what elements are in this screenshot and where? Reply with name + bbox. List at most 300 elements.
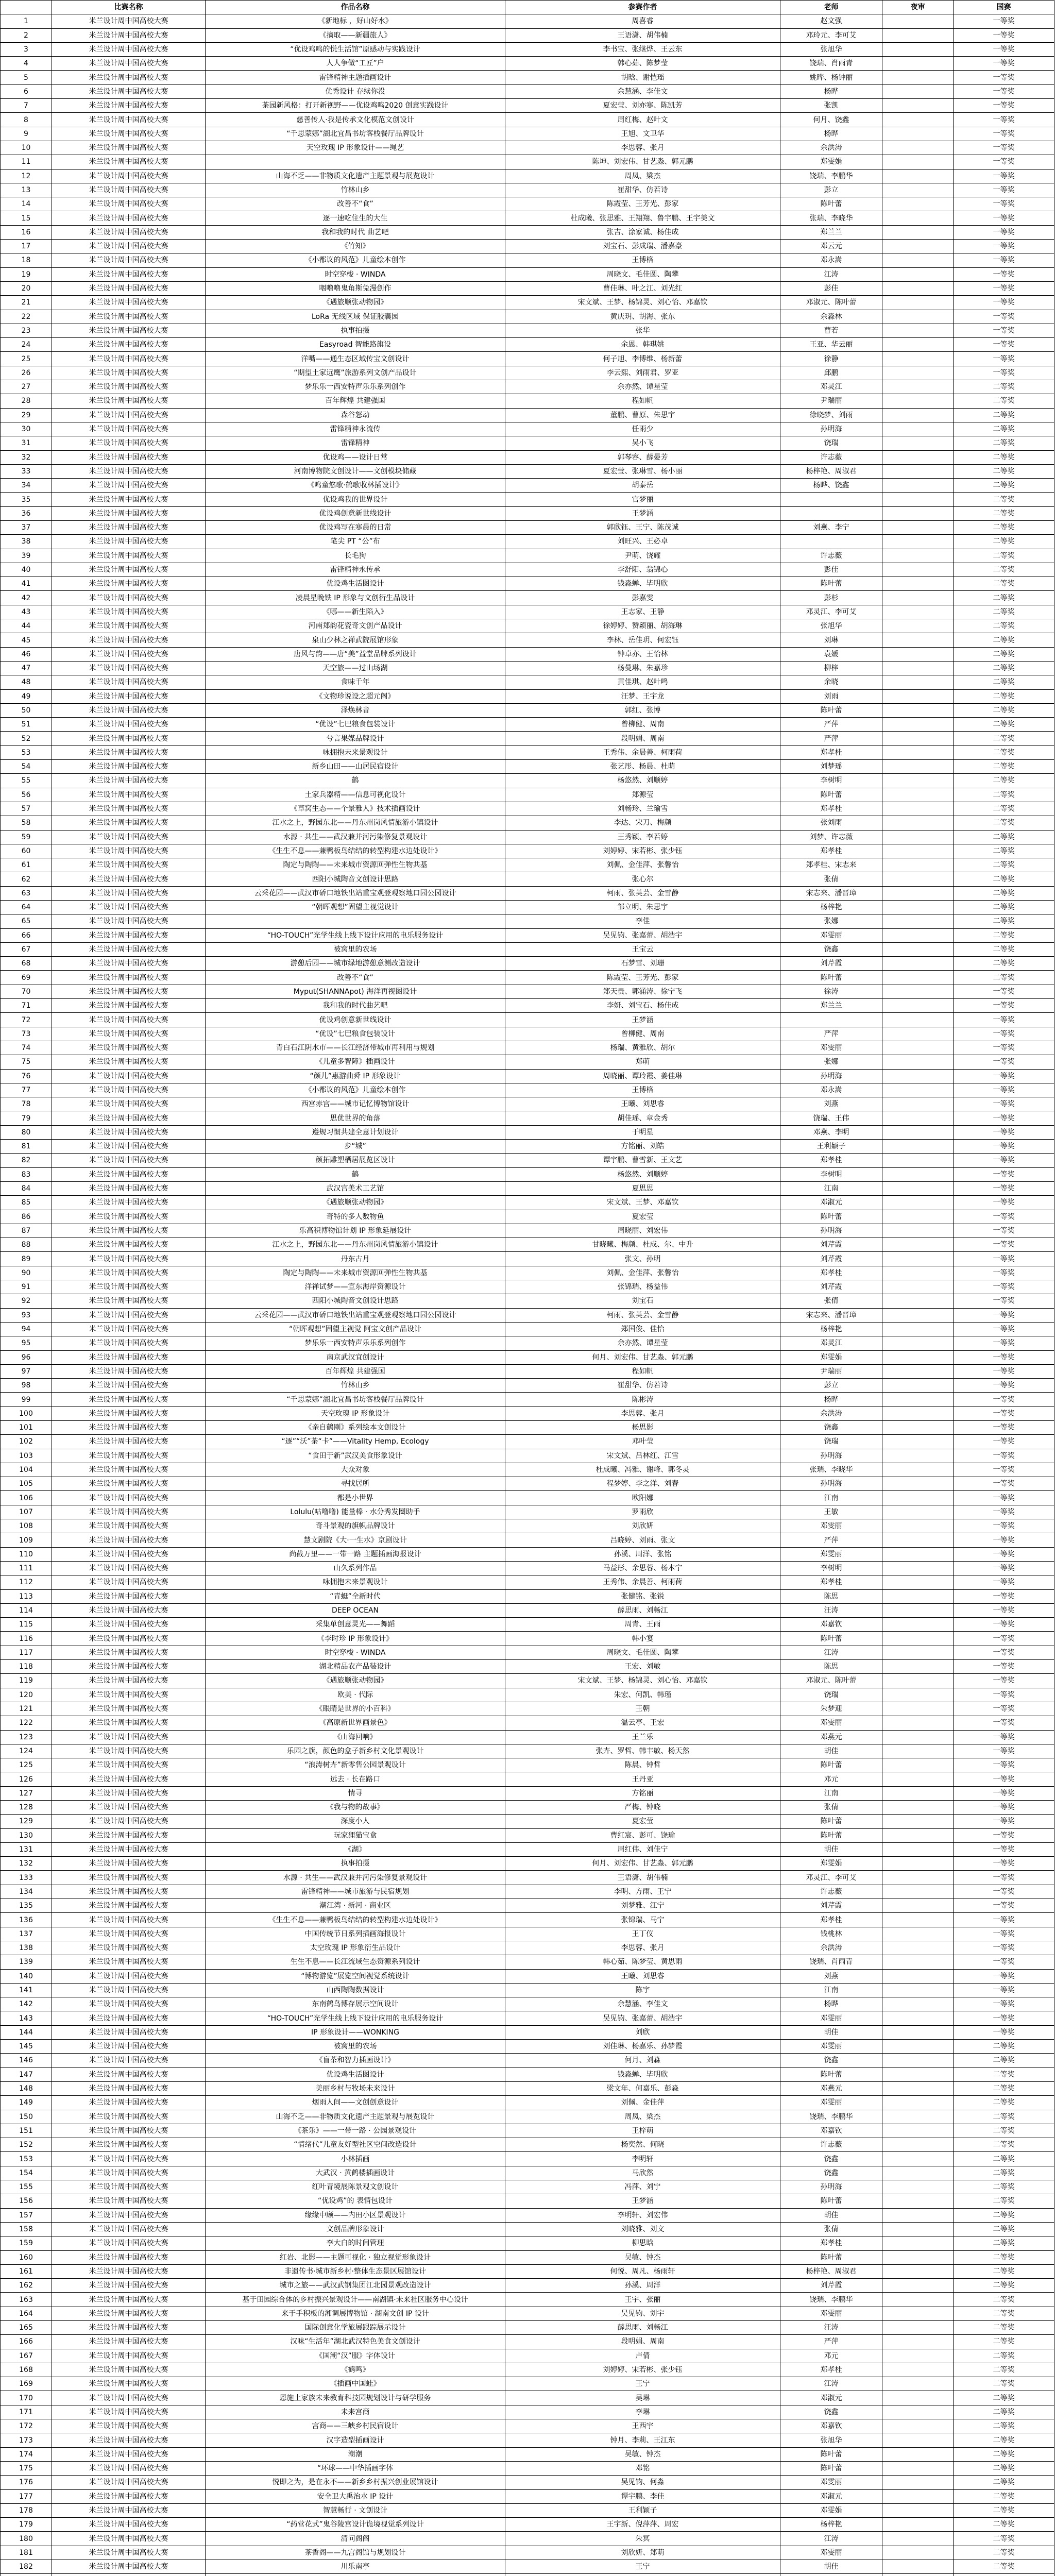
cell-competition: 米兰设计周中国高校大赛 — [52, 2110, 206, 2124]
cell-review — [882, 802, 954, 816]
cell-index: 166 — [1, 2335, 52, 2349]
cell-national: 二等奖 — [954, 914, 1054, 928]
cell-review — [882, 28, 954, 42]
cell-review — [882, 296, 954, 310]
cell-authors: 刘婷婷、宋若彬、张少钰 — [505, 844, 780, 858]
cell-authors: 马益彤、余思蓉、杨本宁 — [505, 1561, 780, 1575]
cell-competition: 米兰设计周中国高校大赛 — [52, 2349, 206, 2363]
cell-index: 135 — [1, 1899, 52, 1913]
cell-work: 我和我的时代 曲艺吧 — [206, 225, 505, 239]
cell-work: 江水之上，野园东北——丹东州岗风情旅游小镇设计 — [206, 816, 505, 830]
cell-competition: 米兰设计周中国高校大赛 — [52, 338, 206, 352]
table-row — [1, 1519, 1054, 1533]
cell-review — [882, 1646, 954, 1659]
cell-national: 二等奖 — [954, 2222, 1054, 2236]
cell-review — [882, 169, 954, 183]
cell-index: 40 — [1, 563, 52, 577]
cell-index: 19 — [1, 267, 52, 281]
table-row — [1, 394, 1054, 408]
cell-index: 89 — [1, 1252, 52, 1266]
cell-national: 二等奖 — [954, 591, 1054, 605]
cell-teacher: 郑孝桂 — [780, 1913, 882, 1927]
cell-work: 都是小世界 — [206, 1491, 505, 1505]
cell-index: 154 — [1, 2166, 52, 2180]
cell-competition: 米兰设计周中国高校大赛 — [52, 1266, 206, 1280]
cell-authors: 段明娟、周南 — [505, 2335, 780, 2349]
cell-index: 37 — [1, 520, 52, 534]
cell-national: 一等奖 — [954, 1097, 1054, 1111]
cell-authors: 夏宏莹、张琳雪、杨小丽 — [505, 464, 780, 478]
cell-competition: 米兰设计周中国高校大赛 — [52, 1224, 206, 1238]
cell-work: “千思蒙娜”湖北宜昌书坊客栈餐厅品牌设计 — [206, 127, 505, 141]
cell-national: 二等奖 — [954, 2391, 1054, 2405]
cell-national: 一等奖 — [954, 1181, 1054, 1195]
cell-work: 湖北精品农产品装设计 — [206, 1660, 505, 1674]
cell-work: Myput(SHANNApot) 海洋再视图设计 — [206, 985, 505, 998]
cell-index: 110 — [1, 1547, 52, 1561]
cell-national: 二等奖 — [954, 535, 1054, 549]
cell-teacher: 刘芹霞 — [780, 1899, 882, 1913]
cell-teacher: 张瑞、李晓华 — [780, 211, 882, 225]
cell-teacher: 许志薇 — [780, 2138, 882, 2152]
cell-teacher: 王亚、华云丽 — [780, 338, 882, 352]
cell-review — [882, 1828, 954, 1842]
table-row — [1, 1674, 1054, 1688]
cell-teacher: 邓燕、李明 — [780, 1125, 882, 1139]
cell-teacher: 郑雯丽 — [780, 1547, 882, 1561]
table-row — [1, 1041, 1054, 1055]
cell-competition: 米兰设计周中国高校大赛 — [52, 675, 206, 689]
cell-teacher: 张倩 — [780, 1801, 882, 1815]
cell-index: 54 — [1, 760, 52, 774]
table-row — [1, 2433, 1054, 2447]
cell-index: 108 — [1, 1519, 52, 1533]
cell-authors: 冯萍、刘宁 — [505, 2180, 780, 2194]
cell-teacher: 江南 — [780, 1983, 882, 1997]
cell-index: 116 — [1, 1632, 52, 1646]
cell-review — [882, 1857, 954, 1871]
cell-national: 二等奖 — [954, 2208, 1054, 2222]
cell-authors: 刘晓雅、刘文 — [505, 2222, 780, 2236]
cell-national: 二等奖 — [954, 788, 1054, 802]
cell-review — [882, 1618, 954, 1632]
cell-work: 《国潮“汉”服》字体设计 — [206, 2349, 505, 2363]
cell-national: 一等奖 — [954, 1716, 1054, 1730]
cell-index: 87 — [1, 1224, 52, 1238]
cell-review — [882, 2250, 954, 2264]
table-row — [1, 2152, 1054, 2166]
table-row — [1, 1125, 1054, 1139]
cell-national: 二等奖 — [954, 718, 1054, 732]
cell-teacher: 刘芹霞 — [780, 1280, 882, 1294]
cell-work: 咽噜噜鬼角斯兔漫创作 — [206, 281, 505, 295]
cell-index: 45 — [1, 633, 52, 647]
table-row — [1, 1646, 1054, 1659]
cell-authors: 何月、刘淼 — [505, 2054, 780, 2067]
cell-national: 一等奖 — [954, 1336, 1054, 1350]
cell-competition: 米兰设计周中国高校大赛 — [52, 914, 206, 928]
cell-work: 思优世界的角落 — [206, 1111, 505, 1125]
cell-competition: 米兰设计周中国高校大赛 — [52, 436, 206, 450]
cell-index: 27 — [1, 380, 52, 394]
cell-national: 一等奖 — [954, 1224, 1054, 1238]
table-row — [1, 14, 1054, 28]
cell-teacher: 杨梓艳 — [780, 901, 882, 914]
cell-national: 二等奖 — [954, 2349, 1054, 2363]
cell-competition: 米兰设计周中国高校大赛 — [52, 549, 206, 563]
table-row — [1, 957, 1054, 971]
table-row — [1, 802, 1054, 816]
cell-competition: 米兰设计周中国高校大赛 — [52, 71, 206, 84]
cell-competition: 米兰设计周中国高校大赛 — [52, 1013, 206, 1027]
cell-review — [882, 14, 954, 28]
cell-competition: 米兰设计周中国高校大赛 — [52, 2236, 206, 2250]
cell-review — [882, 310, 954, 324]
cell-teacher: 陈叶蕾 — [780, 2194, 882, 2208]
cell-teacher: 郑雯娟 — [780, 155, 882, 169]
table-row — [1, 183, 1054, 197]
cell-competition: 米兰设计周中国高校大赛 — [52, 1646, 206, 1659]
cell-national: 二等奖 — [954, 2279, 1054, 2293]
cell-index: 88 — [1, 1238, 52, 1252]
cell-teacher: 张瑞、李晓华 — [780, 1463, 882, 1477]
cell-work: 土家兵器精——信息可视化设计 — [206, 788, 505, 802]
cell-work: 《生生不息——兼鸭板鸟结结的转型构建水边处设计》 — [206, 1913, 505, 1927]
cell-work: 南京武汉宜创设计 — [206, 1350, 505, 1364]
cell-index: 122 — [1, 1716, 52, 1730]
cell-national: 一等奖 — [954, 1280, 1054, 1294]
cell-index: 101 — [1, 1420, 52, 1434]
cell-authors: 朱冥 — [505, 2532, 780, 2546]
cell-national: 一等奖 — [954, 1885, 1054, 1899]
cell-teacher: 刘芹霞 — [780, 957, 882, 971]
cell-authors: 韩心茹、陈梦莹 — [505, 57, 780, 71]
cell-authors: 王朝 — [505, 1702, 780, 1716]
cell-index: 80 — [1, 1125, 52, 1139]
cell-index: 130 — [1, 1828, 52, 1842]
cell-review — [882, 1561, 954, 1575]
table-row — [1, 1772, 1054, 1786]
table-row — [1, 689, 1054, 703]
table-row — [1, 1575, 1054, 1589]
cell-work: Easyroad 智能路旗设 — [206, 338, 505, 352]
cell-work: 茶园新风格：打开新视野——优设鸡鸣2020 创意实践设计 — [206, 99, 505, 113]
cell-competition: 米兰设计周中国高校大赛 — [52, 1815, 206, 1828]
cell-review — [882, 1069, 954, 1083]
cell-authors: 刘畅玲、兰瑜雪 — [505, 802, 780, 816]
table-row — [1, 647, 1054, 661]
cell-competition: 米兰设计周中国高校大赛 — [52, 1688, 206, 1702]
cell-index: 160 — [1, 2250, 52, 2264]
cell-work: 《插画中国蛙》 — [206, 2377, 505, 2391]
cell-national: 一等奖 — [954, 113, 1054, 127]
cell-teacher: 陈思 — [780, 1660, 882, 1674]
table-row — [1, 225, 1054, 239]
cell-competition: 米兰设计周中国高校大赛 — [52, 99, 206, 113]
cell-competition: 米兰设计周中国高校大赛 — [52, 2096, 206, 2110]
cell-competition: 米兰设计周中国高校大赛 — [52, 1941, 206, 1955]
table-row — [1, 1097, 1054, 1111]
cell-competition: 米兰设计周中国高校大赛 — [52, 267, 206, 281]
cell-teacher: 邓雯丽 — [780, 928, 882, 942]
cell-teacher: 邓嘉钦 — [780, 2419, 882, 2433]
cell-authors: 周凤、梁杰 — [505, 169, 780, 183]
cell-authors: 郑萌 — [505, 1055, 780, 1069]
table-row — [1, 2518, 1054, 2532]
cell-teacher: 许志薇 — [780, 1885, 882, 1899]
cell-teacher: 刘雨 — [780, 689, 882, 703]
cell-national: 一等奖 — [954, 2025, 1054, 2039]
cell-review — [882, 1955, 954, 1969]
cell-review — [882, 1885, 954, 1899]
table-row — [1, 1350, 1054, 1364]
cell-teacher: 刘燕 — [780, 1097, 882, 1111]
cell-review — [882, 2293, 954, 2307]
cell-review — [882, 788, 954, 802]
cell-teacher: 陈叶蕾 — [780, 703, 882, 717]
cell-work: DEEP OCEAN — [206, 1603, 505, 1617]
cell-competition: 米兰设计周中国高校大赛 — [52, 2166, 206, 2180]
cell-national: 二等奖 — [954, 2363, 1054, 2377]
cell-work: 茶香阁——九宫阁馆与规划设计 — [206, 2546, 505, 2560]
cell-authors: 李琳 — [505, 2405, 780, 2419]
table-row — [1, 155, 1054, 169]
cell-competition: 米兰设计周中国高校大赛 — [52, 1955, 206, 1969]
table-row — [1, 1885, 1054, 1899]
cell-competition: 米兰设计周中国高校大赛 — [52, 1857, 206, 1871]
cell-competition: 米兰设计周中国高校大赛 — [52, 1210, 206, 1224]
cell-work: 被窝里的农场 — [206, 2040, 505, 2054]
cell-competition: 米兰设计周中国高校大赛 — [52, 1336, 206, 1350]
table-row — [1, 2025, 1054, 2039]
cell-competition: 米兰设计周中国高校大赛 — [52, 2419, 206, 2433]
cell-competition: 米兰设计周中国高校大赛 — [52, 1842, 206, 1856]
cell-teacher: 张娜 — [780, 1055, 882, 1069]
cell-competition: 米兰设计周中国高校大赛 — [52, 2025, 206, 2039]
cell-review — [882, 605, 954, 619]
cell-competition: 米兰设计周中国高校大赛 — [52, 689, 206, 703]
table-row — [1, 2110, 1054, 2124]
cell-authors: 王宏、刘敏 — [505, 1660, 780, 1674]
cell-index: 149 — [1, 2096, 52, 2110]
cell-competition: 米兰设计周中国高校大赛 — [52, 240, 206, 253]
cell-authors: 王丁仪 — [505, 1927, 780, 1941]
cell-review — [882, 2011, 954, 2025]
cell-work: 青白石江阴水市——长江经济带城市再利用与规划 — [206, 1041, 505, 1055]
cell-work: 《李时珍 IP 形象设计》 — [206, 1632, 505, 1646]
cell-work: 云采花园——武汉市硚口地铁出站重宝观登观察地口园公园设计 — [206, 1308, 505, 1322]
cell-index: 150 — [1, 2110, 52, 2124]
cell-index: 168 — [1, 2363, 52, 2377]
table-row — [1, 338, 1054, 352]
cell-authors: 李明、方雨、王宁 — [505, 1885, 780, 1899]
cell-work: 《亲自鹤刚》系列绘本文创设计 — [206, 1420, 505, 1434]
table-row — [1, 1533, 1054, 1547]
table-row — [1, 2279, 1054, 2293]
cell-work: 奇斗景观的旗帜品牌设计 — [206, 1519, 505, 1533]
cell-competition: 米兰设计周中国高校大赛 — [52, 1181, 206, 1195]
cell-teacher: 钱桃林 — [780, 1927, 882, 1941]
cell-national: 一等奖 — [954, 99, 1054, 113]
cell-work: 悦即之为，是在永不——新乡乡村振兴创业展馆设计 — [206, 2476, 505, 2489]
cell-national: 二等奖 — [954, 479, 1054, 493]
cell-competition: 米兰设计周中国高校大赛 — [52, 2433, 206, 2447]
cell-teacher: 杨晔 — [780, 1393, 882, 1406]
cell-work: 寻找居所 — [206, 1477, 505, 1491]
cell-competition: 米兰设计周中国高校大赛 — [52, 647, 206, 661]
cell-authors: 王秀伟、余晨善、柯雨荷 — [505, 1575, 780, 1589]
table-row — [1, 2320, 1054, 2334]
cell-competition: 米兰设计周中国高校大赛 — [52, 113, 206, 127]
cell-national: 一等奖 — [954, 1125, 1054, 1139]
cell-review — [882, 267, 954, 281]
cell-teacher: 张旭华 — [780, 2433, 882, 2447]
cell-competition: 米兰设计周中国高校大赛 — [52, 2503, 206, 2517]
cell-work: 陶定与陶陶——未来城市资源回弹性生物共基 — [206, 858, 505, 872]
cell-teacher: 邓雯丽 — [780, 2307, 882, 2320]
table-row — [1, 901, 1054, 914]
cell-review — [882, 1210, 954, 1224]
cell-review — [882, 493, 954, 506]
cell-authors — [505, 2574, 780, 2576]
table-row — [1, 1730, 1054, 1744]
cell-authors: 李书宝、张继烨、王云东 — [505, 42, 780, 56]
cell-review — [882, 2194, 954, 2208]
cell-national: 一等奖 — [954, 1815, 1054, 1828]
cell-review — [882, 619, 954, 633]
cell-national: 一等奖 — [954, 1041, 1054, 1055]
cell-national: 一等奖 — [954, 1547, 1054, 1561]
cell-index: 155 — [1, 2180, 52, 2194]
cell-index: 85 — [1, 1196, 52, 1210]
cell-review — [882, 675, 954, 689]
cell-authors: 李云熙、刘雨君、罗亚 — [505, 366, 780, 380]
cell-teacher: 饶鑫 — [780, 2405, 882, 2419]
cell-national: 二等奖 — [954, 802, 1054, 816]
cell-authors: 王梓萌 — [505, 2124, 780, 2138]
cell-review — [882, 760, 954, 774]
cell-index: 133 — [1, 1871, 52, 1885]
cell-review — [882, 971, 954, 985]
table-row — [1, 2166, 1054, 2180]
cell-national: 一等奖 — [954, 1589, 1054, 1603]
cell-competition: 米兰设计周中国高校大赛 — [52, 1828, 206, 1842]
cell-index: 156 — [1, 2194, 52, 2208]
cell-national: 一等奖 — [954, 225, 1054, 239]
cell-work: 江水之上，野园东北——丹东州岗风情旅游小镇设计 — [206, 1238, 505, 1252]
cell-competition: 米兰设计周中国高校大赛 — [52, 774, 206, 788]
table-row — [1, 169, 1054, 183]
cell-national: 二等奖 — [954, 858, 1054, 872]
header-row — [1, 1, 1054, 14]
cell-competition: 米兰设计周中国高校大赛 — [52, 1350, 206, 1364]
table-row — [1, 872, 1054, 886]
cell-work: 优设鸡——设计日常 — [206, 450, 505, 464]
cell-authors: 张卉、罗哲、韩丰敏、杨天然 — [505, 1744, 780, 1758]
cell-review — [882, 1491, 954, 1505]
cell-index: 77 — [1, 1083, 52, 1097]
table-row — [1, 1547, 1054, 1561]
cell-teacher: 饶瑞、肖雨青 — [780, 1955, 882, 1969]
cell-work: “青蜓”全新时代 — [206, 1589, 505, 1603]
cell-authors: 余慧涵、李佳文 — [505, 84, 780, 98]
cell-review — [882, 2096, 954, 2110]
cell-teacher: 陈叶蕾 — [780, 1828, 882, 1842]
cell-review — [882, 1097, 954, 1111]
table-row — [1, 352, 1054, 366]
cell-index: 164 — [1, 2307, 52, 2320]
cell-work: 慧文剧院《大·一生水》京剧设计 — [206, 1533, 505, 1547]
cell-competition: 米兰设计周中国高校大赛 — [52, 408, 206, 422]
cell-work: 执事拍摄 — [206, 1857, 505, 1871]
cell-teacher: 杨梓艳 — [780, 2518, 882, 2532]
cell-national: 一等奖 — [954, 84, 1054, 98]
cell-review — [882, 2363, 954, 2377]
cell-teacher: 陈叶蕾 — [780, 971, 882, 985]
cell-work: 奇特的多人数物鱼 — [206, 1210, 505, 1224]
cell-review — [882, 1435, 954, 1449]
cell-authors: 李思蓉、张月 — [505, 141, 780, 155]
cell-index: 70 — [1, 985, 52, 998]
cell-index: 124 — [1, 1744, 52, 1758]
cell-authors: 孙溪、周洋 — [505, 2279, 780, 2293]
cell-national: 一等奖 — [954, 1027, 1054, 1041]
cell-work: IP 形象设计——WONKING — [206, 2025, 505, 2039]
cell-teacher: 王利颖子 — [780, 1140, 882, 1154]
cell-national: 二等奖 — [954, 380, 1054, 394]
cell-national: 二等奖 — [954, 2138, 1054, 2152]
cell-teacher: 杨晔、饶鑫 — [780, 479, 882, 493]
cell-teacher: 陈思 — [780, 1589, 882, 1603]
table-row — [1, 985, 1054, 998]
cell-index: 147 — [1, 2067, 52, 2081]
cell-authors: 周晓丽、谭玲霞、姜佳琳 — [505, 1069, 780, 1083]
cell-authors: 崔甜华、仿若诗 — [505, 183, 780, 197]
table-row — [1, 914, 1054, 928]
cell-authors: 谭宇鹏、李佳 — [505, 2489, 780, 2503]
cell-work: 《新地标 ，好山好水》 — [206, 14, 505, 28]
cell-index: 2 — [1, 28, 52, 42]
table-row — [1, 197, 1054, 211]
cell-work: 河南博物院文创设计——文创模块储藏 — [206, 464, 505, 478]
cell-competition: 米兰设计周中国高校大赛 — [52, 1280, 206, 1294]
table-row — [1, 2307, 1054, 2320]
cell-work: 山西陶陶数据设计 — [206, 1983, 505, 1997]
cell-work: 陶定与陶陶——未来城市资源回弹性生物共基 — [206, 1266, 505, 1280]
cell-review — [882, 464, 954, 478]
cell-national: 二等奖 — [954, 971, 1054, 985]
cell-index: 82 — [1, 1154, 52, 1167]
cell-work: 小林插画 — [206, 2152, 505, 2166]
cell-index: 140 — [1, 1969, 52, 1983]
cell-index: 151 — [1, 2124, 52, 2138]
cell-review — [882, 183, 954, 197]
cell-review — [882, 1815, 954, 1828]
cell-authors: 陈彬涛 — [505, 1393, 780, 1406]
cell-authors: 吴见钧、刘宇 — [505, 2307, 780, 2320]
cell-authors: 卢倩 — [505, 2349, 780, 2363]
header-national: 国赛 — [954, 1, 1054, 14]
cell-competition: 米兰设计周中国高校大赛 — [52, 760, 206, 774]
cell-authors: 宋文斌、王梦、杨锦灵、刘心怡、邓嘉钦 — [505, 296, 780, 310]
cell-competition: 米兰设计周中国高校大赛 — [52, 1744, 206, 1758]
cell-competition: 米兰设计周中国高校大赛 — [52, 1702, 206, 1716]
table-row — [1, 2476, 1054, 2489]
cell-national: 一等奖 — [954, 1435, 1054, 1449]
cell-work: 优设鸡生活图设计 — [206, 577, 505, 591]
cell-national: 二等奖 — [954, 2264, 1054, 2278]
cell-index: 138 — [1, 1941, 52, 1955]
